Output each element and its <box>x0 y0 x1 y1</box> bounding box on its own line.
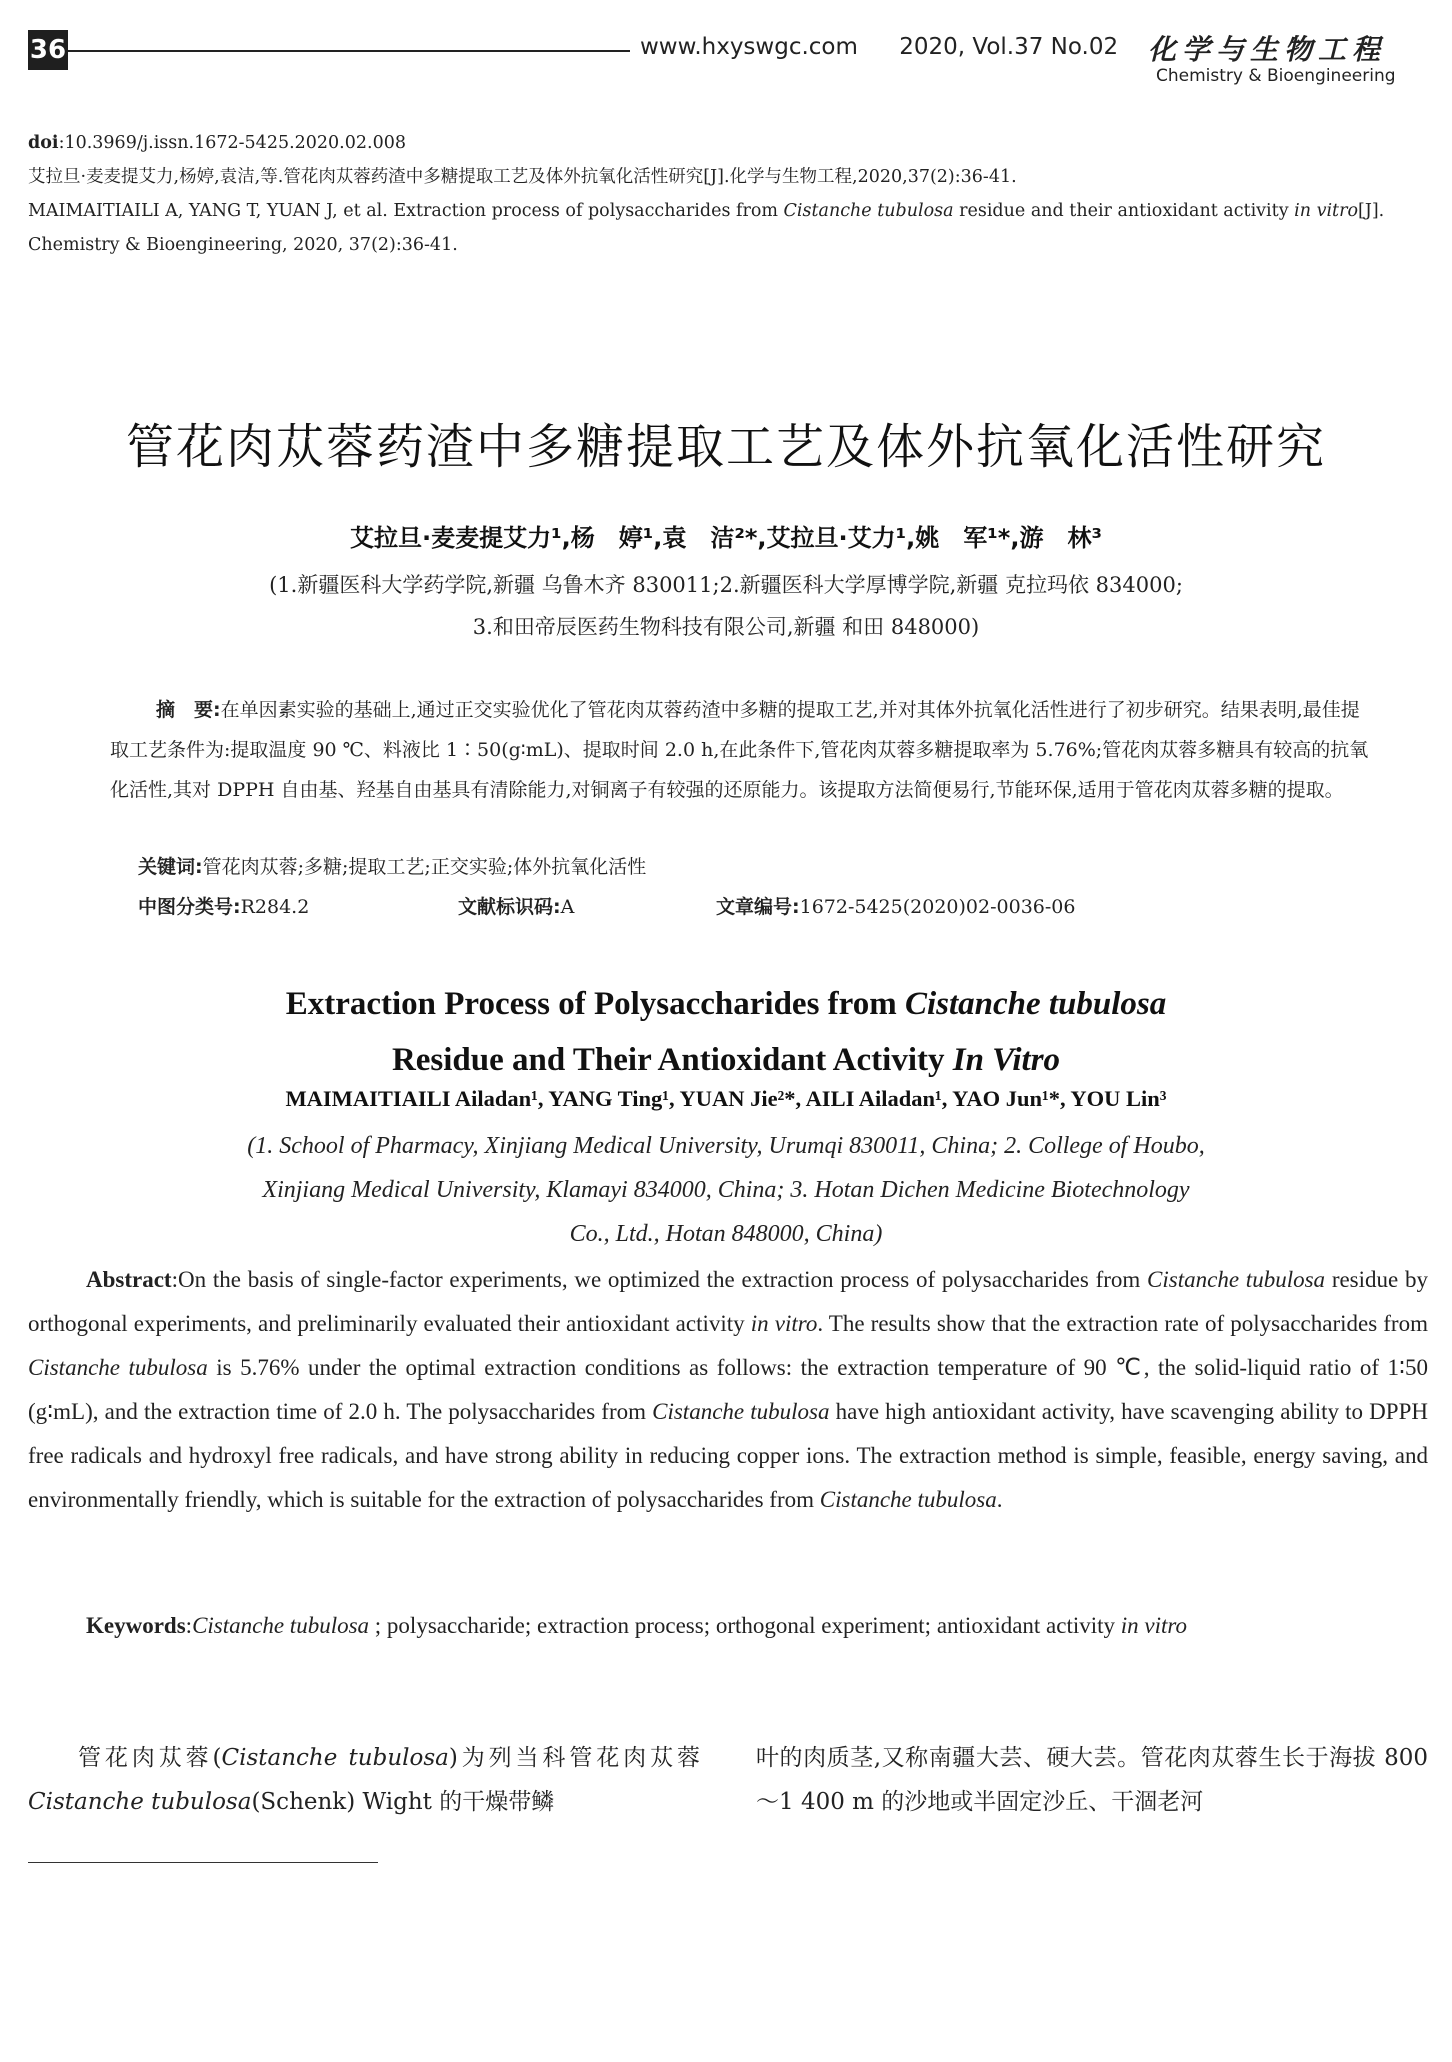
article-number-value: 1672-5425(2020)02-0036-06 <box>799 896 1076 918</box>
body-species: Cistanche tubulosa <box>28 1789 252 1815</box>
abstract-en-species: Cistanche tubulosa <box>28 1355 208 1380</box>
body-text: )为列当科管花肉苁蓉 <box>448 1745 700 1771</box>
body-text: (Schenk) Wight 的干燥带鳞 <box>251 1789 555 1815</box>
abstract-en-text: residue by orthogonal experiments, and preliminarily evaluated their antioxidant activity <box>28 1267 1428 1336</box>
authors-cn: 艾拉旦·麦麦提艾力¹,杨 婷¹,袁 洁²*,艾拉旦·艾力¹,姚 军¹*,游 林³ <box>350 524 1102 552</box>
affiliation-cn-line: 3.和田帝辰医药生物科技有限公司,新疆 和田 848000) <box>472 615 980 639</box>
abstract-cn-text: 在单因素实验的基础上,通过正交实验优化了管花肉苁蓉药渣中多糖的提取工艺,并对其体外抗氧化活性进行了初步研究。结果表明,最佳提取工艺条件为:提取温度 90 ℃、料液比 1∶50(g∶mL)、提取时间 2.0 h,在此条件下,管花肉苁蓉多糖提取率为 5.76%;管花肉苁蓉多糖具有较高的抗氧化活性,其对 DPPH 自由基、羟基自由基具有清除能力,对铜离子有较强的还原能力。该提取方法简便易行,节能环保,适用于管花肉苁蓉多糖的提取。 <box>110 699 1369 801</box>
abstract-en-species: Cistanche tubulosa <box>1147 1267 1326 1292</box>
citation-en-species: Cistanche tubulosa <box>783 201 954 221</box>
doi-label: doi <box>28 133 59 153</box>
title-en-line-1 <box>0 976 1452 1032</box>
abstract-en-text: . <box>996 1487 1003 1512</box>
header-rule <box>68 50 630 52</box>
footnote-rule <box>28 1862 378 1863</box>
abstract-en-text: . The results show that the extraction rate of polysaccharides from <box>817 1311 1428 1336</box>
body-column-left <box>28 1736 700 1824</box>
clc-value: R284.2 <box>240 896 310 918</box>
body-column-right: 叶的肉质茎,又称南疆大芸、硬大芸。管花肉苁蓉生长于海拔 800～1 400 m 的沙地或半固定沙丘、干涸老河 <box>756 1745 1428 1815</box>
affiliation-en-line: (1. School of Pharmacy, Xinjiang Medical University, Urumqi 830011, China; 2. College of Houbo, <box>247 1133 1205 1159</box>
title-en-species: Cistanche tubulosa <box>904 986 1167 1022</box>
abstract-en-species: Cistanche tubulosa <box>652 1399 830 1424</box>
citation-en-invitro: in vitro <box>1294 201 1358 221</box>
abstract-en <box>28 1258 1428 1522</box>
article-title-cn: 管花肉苁蓉药渣中多糖提取工艺及体外抗氧化活性研究 <box>125 419 1326 475</box>
page-number: 36 <box>28 30 68 70</box>
affiliations-en <box>0 1124 1452 1256</box>
keywords-cn-label: 关键词: <box>138 856 203 878</box>
affiliation-en-line: Xinjiang Medical University, Klamayi 834000, China; 3. Hotan Dichen Medicine Biotechnology <box>262 1177 1190 1203</box>
citation-cn: 艾拉旦·麦麦提艾力,杨婷,袁洁,等.管花肉苁蓉药渣中多糖提取工艺及体外抗氧化活性研究[J].化学与生物工程,2020,37(2):36-41. <box>28 167 1017 187</box>
website-link[interactable]: www.hxyswgc.com <box>640 34 858 60</box>
clc-label: 中图分类号: <box>138 896 241 918</box>
doi-line <box>28 126 1428 160</box>
abstract-en-label: Abstract <box>86 1267 172 1292</box>
title-en-text-2: Residue and Their Antioxidant Activity <box>391 1042 953 1078</box>
keywords-en <box>28 1604 1428 1648</box>
abstract-en-text: is 5.76% under the optimal extraction conditions as follows: the extraction temperature of 90 ℃, the solid-liquid ratio of 1∶50 (g∶mL), and the extraction time of 2.0 h. The polysaccharides from <box>28 1355 1428 1424</box>
article-number <box>716 892 1075 919</box>
citation-en-text-2: residue and their antioxidant activity <box>953 201 1295 221</box>
abstract-en-text: :On the basis of single-factor experiments, we optimized the extraction process of polysaccharides from <box>171 1267 1148 1292</box>
doc-value: A <box>560 896 575 918</box>
doc-code <box>458 892 716 919</box>
doi-value[interactable]: :10.3969/j.issn.1672-5425.2020.02.008 <box>58 133 406 153</box>
title-en-text: Extraction Process of Polysaccharides from <box>285 986 905 1022</box>
clc-code <box>138 892 458 919</box>
abstract-cn <box>110 690 1372 810</box>
abstract-en-invitro: in vitro <box>750 1311 818 1336</box>
article-number-label: 文章编号: <box>716 896 800 918</box>
affiliation-cn-line: (1.新疆医科大学药学院,新疆 乌鲁木齐 830011;2.新疆医科大学厚博学院,新疆 克拉玛依 834000; <box>269 573 1183 597</box>
keywords-cn-text: 管花肉苁蓉;多糖;提取工艺;正交实验;体外抗氧化活性 <box>202 856 647 878</box>
journal-title-en: Chemistry & Bioengineering <box>1156 66 1396 86</box>
authors-en: MAIMAITIAILI Ailadan¹, YANG Ting¹, YUAN Jie²*, AILI Ailadan¹, YAO Jun¹*, YOU Lin³ <box>285 1086 1167 1111</box>
keywords-en-invitro: in vitro <box>1120 1613 1188 1638</box>
citation-block <box>28 126 1428 262</box>
doc-label: 文献标识码: <box>458 896 561 918</box>
citation-en-text: MAIMAITIAILI A, YANG T, YUAN J, et al. Extraction process of polysaccharides from <box>28 201 784 221</box>
header-info <box>640 34 1118 60</box>
title-en-invitro: In Vitro <box>952 1042 1061 1078</box>
keywords-en-text: ; polysaccharide; extraction process; orthogonal experiment; antioxidant activity <box>369 1613 1121 1638</box>
keywords-en-species: Cistanche tubulosa <box>192 1613 370 1638</box>
body-text: 管花肉苁蓉( <box>78 1745 222 1771</box>
journal-title-cn: 化学与生物工程 <box>1148 33 1387 66</box>
citation-en <box>28 194 1428 262</box>
issue-info: 2020, Vol.37 No.02 <box>899 34 1119 60</box>
keywords-cn <box>138 852 646 879</box>
classification-row <box>138 892 1075 919</box>
abstract-en-text: have high antioxidant activity, have scavenging ability to DPPH free radicals and hydroxyl free radicals, and have strong ability in reducing copper ions. The extraction method is simple, feasible, energy saving, and environmentally friendly, which is suitable for the extraction of polysaccharides from <box>28 1399 1428 1512</box>
body-species: Cistanche tubulosa <box>221 1745 449 1771</box>
article-title-en <box>0 976 1452 1088</box>
citation-en-text-3: [J]. Chemistry & Bioengineering, 2020, 37(2):36-41. <box>28 201 1385 255</box>
abstract-cn-label: 摘 要: <box>156 699 221 721</box>
keywords-en-colon: : <box>185 1613 193 1638</box>
keywords-en-label: Keywords <box>86 1613 186 1638</box>
affiliation-en-line: Co., Ltd., Hotan 848000, China) <box>569 1221 883 1247</box>
abstract-en-species: Cistanche tubulosa <box>819 1487 997 1512</box>
affiliations-cn <box>0 564 1452 648</box>
title-en-line-2 <box>0 1032 1452 1088</box>
